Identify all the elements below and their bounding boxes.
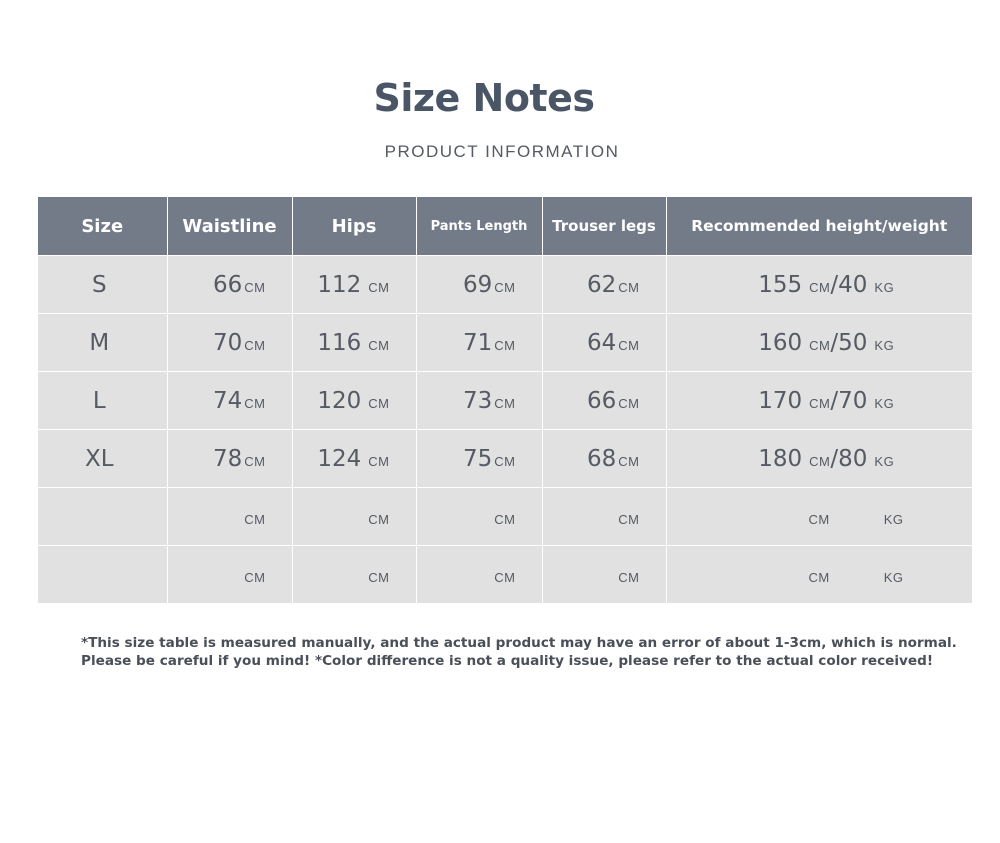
table-body [38,256,972,604]
empty-recommended-cell [666,488,972,546]
height-value: 180 [758,445,803,472]
unit-cm: CM [618,569,640,585]
empty-cm-wrap [543,504,666,530]
weight-value: 80 [838,445,868,472]
unit-cm: CM [618,511,640,527]
unit-cm: CM [244,279,266,295]
trouser-legs-cell [542,256,666,314]
recommended-cell [666,372,972,430]
disclaimer-line-2: Please be careful if you mind! *Color difference is not a quality issue, please refer to the actual color received! [81,653,934,669]
column-header-size: Size [38,197,167,256]
unit-cm: CM [244,511,266,527]
unit-kg: KG [883,569,904,585]
unit-cm: CM [368,453,390,469]
empty-cell [542,488,666,546]
pants-length-cell [416,430,542,488]
empty-cm-wrap [543,562,666,588]
unit-cm: CM [808,569,830,585]
table-row [38,430,972,488]
pants-length-value-wrap [417,272,542,298]
unit-cm: CM [368,395,390,411]
recommended-value-wrap [667,272,973,298]
unit-kg: KG [874,395,895,411]
disclaimer-line-1: *This size table is measured manually, and the actual product may have an error of about 1-3cm, which is normal. [81,635,957,651]
trouser-legs-value: 68 [587,445,617,472]
unit-cm: CM [809,453,831,469]
waistline-cell [167,430,292,488]
hips-value: 112 [317,271,362,298]
separator: / [830,329,839,356]
unit-cm: CM [494,453,516,469]
hips-value-wrap [293,446,416,472]
trouser-legs-cell [542,314,666,372]
hips-value: 116 [317,329,362,356]
unit-cm: CM [244,395,266,411]
hips-cell [292,314,416,372]
size-label: XL [38,430,167,488]
empty-recommended-cell [666,546,972,604]
size-disclaimer [81,634,971,670]
recommended-value-wrap [667,330,973,356]
recommended-value-wrap [667,446,973,472]
pants-length-value: 75 [463,445,493,472]
page-title: Size Notes [373,76,595,120]
unit-cm: CM [494,279,516,295]
unit-cm: CM [809,279,831,295]
empty-size-cell [38,546,167,604]
column-header-trouser-legs: Trouser legs [542,197,666,256]
pants-length-value-wrap [417,388,542,414]
waistline-value-wrap [168,272,292,298]
unit-cm: CM [809,395,831,411]
waistline-value: 78 [213,445,243,472]
unit-cm: CM [244,569,266,585]
empty-cell [292,488,416,546]
table-row [38,372,972,430]
unit-cm: CM [809,337,831,353]
pants-length-value-wrap [417,330,542,356]
hips-value-wrap [293,272,416,298]
table-row [38,256,972,314]
unit-cm: CM [368,337,390,353]
trouser-legs-value-wrap [543,388,666,414]
empty-table-row [38,488,972,546]
trouser-legs-value: 64 [587,329,617,356]
pants-length-cell [416,314,542,372]
hips-value-wrap [293,330,416,356]
unit-cm: CM [244,337,266,353]
unit-cm: CM [494,569,516,585]
waistline-value: 74 [213,387,243,414]
pants-length-cell [416,256,542,314]
height-value: 160 [758,329,803,356]
empty-table-row [38,546,972,604]
empty-cell [416,546,542,604]
waistline-value-wrap [168,388,292,414]
weight-value: 70 [838,387,868,414]
trouser-legs-value: 62 [587,271,617,298]
column-header-recommended: Recommended height/weight [666,197,972,256]
unit-kg: KG [883,511,904,527]
separator: / [830,271,839,298]
trouser-legs-cell [542,372,666,430]
separator: / [830,445,839,472]
waistline-cell [167,372,292,430]
empty-size-cell [38,488,167,546]
unit-kg: KG [874,337,895,353]
trouser-legs-value-wrap [543,272,666,298]
column-header-pants-length: Pants Length [416,197,542,256]
unit-kg: KG [874,453,895,469]
empty-cm-wrap [168,562,292,588]
empty-cell [167,546,292,604]
hips-cell [292,256,416,314]
empty-cm-wrap [168,504,292,530]
waistline-value: 70 [213,329,243,356]
pants-length-value: 73 [463,387,493,414]
empty-cell [416,488,542,546]
empty-cell [167,488,292,546]
pants-length-cell [416,372,542,430]
empty-rec-wrap [667,504,973,530]
unit-cm: CM [494,511,516,527]
empty-cell [542,546,666,604]
trouser-legs-value: 66 [587,387,617,414]
weight-value: 40 [838,271,868,298]
unit-cm: CM [368,511,390,527]
hips-value: 124 [317,445,362,472]
page-subtitle: PRODUCT INFORMATION [384,142,620,161]
empty-rec-wrap [667,562,973,588]
recommended-cell [666,430,972,488]
pants-length-value-wrap [417,446,542,472]
size-label: M [38,314,167,372]
hips-cell [292,372,416,430]
unit-cm: CM [494,395,516,411]
size-label: S [38,256,167,314]
table-header-row [38,197,972,256]
column-header-hips: Hips [292,197,416,256]
empty-cm-wrap [293,562,416,588]
unit-cm: CM [368,569,390,585]
recommended-cell [666,314,972,372]
unit-cm: CM [494,337,516,353]
empty-cell [292,546,416,604]
hips-value: 120 [317,387,362,414]
column-header-waistline: Waistline [167,197,292,256]
unit-kg: KG [874,279,895,295]
empty-cm-wrap [417,504,542,530]
height-value: 170 [758,387,803,414]
recommended-value-wrap [667,388,973,414]
empty-cm-wrap [293,504,416,530]
table-row [38,314,972,372]
trouser-legs-value-wrap [543,330,666,356]
unit-cm: CM [618,279,640,295]
height-value: 155 [758,271,803,298]
separator: / [830,387,839,414]
waistline-cell [167,256,292,314]
waistline-value: 66 [213,271,243,298]
unit-cm: CM [618,453,640,469]
unit-cm: CM [244,453,266,469]
unit-cm: CM [368,279,390,295]
unit-cm: CM [618,337,640,353]
pants-length-value: 69 [463,271,493,298]
trouser-legs-cell [542,430,666,488]
size-label: L [38,372,167,430]
unit-cm: CM [618,395,640,411]
empty-cm-wrap [417,562,542,588]
unit-cm: CM [808,511,830,527]
pants-length-value: 71 [463,329,493,356]
trouser-legs-value-wrap [543,446,666,472]
hips-cell [292,430,416,488]
waistline-cell [167,314,292,372]
recommended-cell [666,256,972,314]
size-table [38,197,972,603]
weight-value: 50 [838,329,868,356]
waistline-value-wrap [168,446,292,472]
waistline-value-wrap [168,330,292,356]
hips-value-wrap [293,388,416,414]
